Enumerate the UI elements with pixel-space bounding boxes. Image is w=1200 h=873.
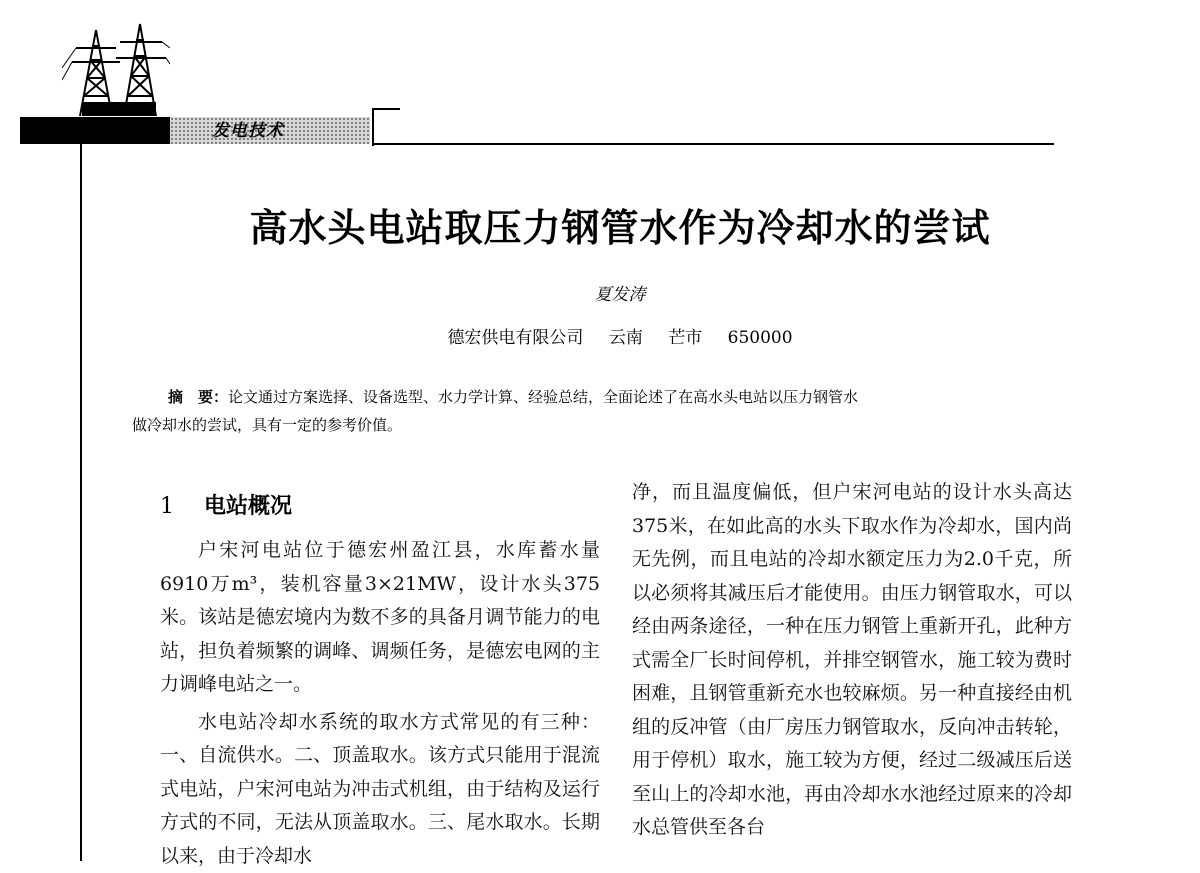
affiliation-org: 德宏供电有限公司 — [447, 328, 583, 348]
header-rule — [372, 143, 1054, 145]
author-affiliation — [330, 323, 910, 348]
section-number: 1 — [160, 490, 204, 524]
abstract — [168, 383, 1058, 439]
body-column-right — [632, 476, 1072, 845]
article-author: 夏发涛 — [420, 280, 820, 305]
section-title: 电站概况 — [204, 494, 292, 519]
left-margin-rule — [80, 144, 82, 861]
affiliation-city: 芒市 — [668, 328, 702, 348]
abstract-text-line-2: 做冷却水的尝试，具有一定的参考价值。 — [132, 411, 1058, 439]
paragraph: 净，而且温度偏低，但户宋河电站的设计水头高达375米，在如此高的水头下取水作为冷却水，国内尚无先例，而且电站的冷却水额定压力为2.0千克，所以必须将其减压后才能使用。由压力钢管取水，可以经由两条途径，一种在压力钢管上重新开孔，此种方式需全厂长时间停机，并排空钢管水，施工较为费时困难，且钢管重新充水也较麻烦。另一种直接经由机组的反冲管（由厂房压力钢管取水，反向冲击转轮，用于停机）取水，施工较为方便，经过二级减压后送至山上的冷却水池，再由冷却水水池经过原来的冷却水总管供至各台 — [632, 476, 1072, 845]
abstract-label: 摘 要： — [168, 388, 228, 406]
affiliation-province: 云南 — [609, 328, 643, 348]
section-label: 发电技术 — [212, 118, 284, 144]
abstract-text-line-1: 论文通过方案选择、设备选型、水力学计算、经验总结，全面论述了在高水头电站以压力钢管水 — [228, 388, 858, 406]
section-heading — [160, 490, 600, 524]
header-tab-bracket — [372, 108, 400, 146]
power-pylon-icon — [62, 18, 170, 116]
body-column-left — [160, 476, 600, 873]
article-title: 高水头电站取压力钢管水作为冷却水的尝试 — [120, 197, 1120, 252]
masthead-bar — [20, 117, 170, 144]
paragraph: 户宋河电站位于德宏州盈江县，水库蓄水量6910万m³，装机容量3×21MW，设计水头375米。该站是德宏境内为数不多的具备月调节能力的电站，担负着频繁的调峰、调频任务，是德宏电网的主力调峰电站之一。 — [160, 534, 600, 702]
paragraph: 水电站冷却水系统的取水方式常见的有三种：一、自流供水。二、顶盖取水。该方式只能用于混流式电站，户宋河电站为冲击式机组，由于结构及运行方式的不同，无法从顶盖取水。三、尾水取水。长期以来，由于冷却水 — [160, 706, 600, 873]
affiliation-postcode: 650000 — [728, 328, 793, 348]
